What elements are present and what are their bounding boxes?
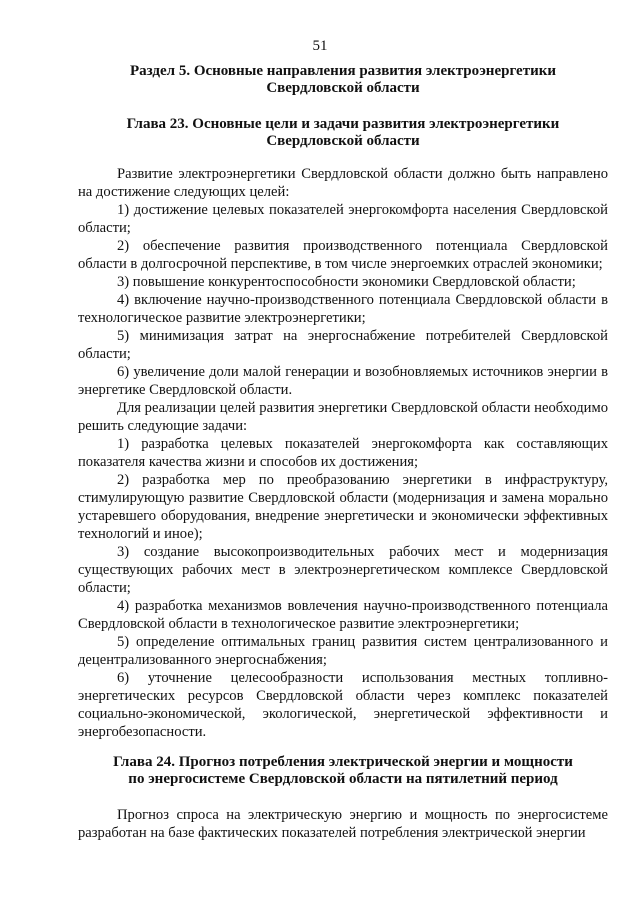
goal-item-1: 1) достижение целевых показателей энергокомфорта населения Свердловской области;: [78, 202, 608, 236]
task-item-2: 2) разработка мер по преобразованию энергетики в инфраструктуру, стимулирующую развитие Свердловской области (модернизация и замена морально устаревшего оборудования, внедрение энергетически и экономически эффективных технологий и иное);: [78, 472, 608, 542]
chapter-24-title-line-2: по энергосистеме Свердловской области на пятилетний период: [128, 771, 558, 787]
goal-item-3: 3) повышение конкурентоспособности экономики Свердловской области;: [117, 274, 576, 290]
page-number: 51: [312, 38, 328, 54]
section-title: [78, 63, 608, 97]
goal-item-5: 5) минимизация затрат на энергоснабжение потребителей Свердловской области;: [78, 328, 608, 362]
task-item-3: 3) создание высокопроизводительных рабочих мест и модернизация существующих рабочих мест в электроэнергетическом комплексе Свердловской области;: [78, 544, 608, 596]
task-item-5: 5) определение оптимальных границ развития систем централизованного и децентрализованного энергоснабжения;: [78, 634, 608, 668]
goal-item-2: 2) обеспечение развития производственного потенциала Свердловской области в долгосрочной перспективе, в том числе энергоемких отраслей экономики;: [78, 238, 608, 272]
task-item-1: 1) разработка целевых показателей энергокомфорта как составляющих показателя качества жизни и способов их достижения;: [78, 436, 608, 470]
chapter-23-title: [78, 116, 608, 150]
paragraph-intro-goals: Развитие электроэнергетики Свердловской области должно быть направлено на достижение следующих целей:: [78, 166, 608, 200]
task-item-4: 4) разработка механизмов вовлечения научно-производственного потенциала Свердловской области в технологическое развитие электроэнергетики;: [78, 598, 608, 632]
section-title-line-1: Раздел 5. Основные направления развития электроэнергетики: [129, 63, 557, 79]
chapter-24-title: [78, 754, 608, 788]
paragraph-intro-tasks: Для реализации целей развития энергетики Свердловской области необходимо решить следующие задачи:: [78, 400, 608, 434]
chapter-23-title-line-2: Свердловской области: [266, 133, 420, 149]
chapter-24-body: [78, 806, 608, 842]
goal-item-6: 6) увеличение доли малой генерации и возобновляемых источников энергии в энергетике Свердловской области.: [78, 364, 608, 398]
section-title-line-2: Свердловской области: [266, 80, 420, 96]
chapter-23-body: [78, 165, 608, 741]
chapter-24-title-line-1: Глава 24. Прогноз потребления электрической энергии и мощности: [113, 754, 573, 770]
chapter-23-title-line-1: Глава 23. Основные цели и задачи развития электроэнергетики: [126, 116, 560, 132]
goal-item-4: 4) включение научно-производственного потенциала Свердловской области в технологическое развитие электроэнергетики;: [78, 292, 608, 326]
paragraph-forecast: Прогноз спроса на электрическую энергию и мощность по энергосистеме разработан на базе фактических показателей потребления электрической энергии: [78, 807, 608, 841]
task-item-6: 6) уточнение целесообразности использования местных топливно-энергетических ресурсов Свердловской области через комплекс показателей социально-экономической, экологической, энергетической эффективности и энергобезопасности.: [78, 670, 608, 740]
